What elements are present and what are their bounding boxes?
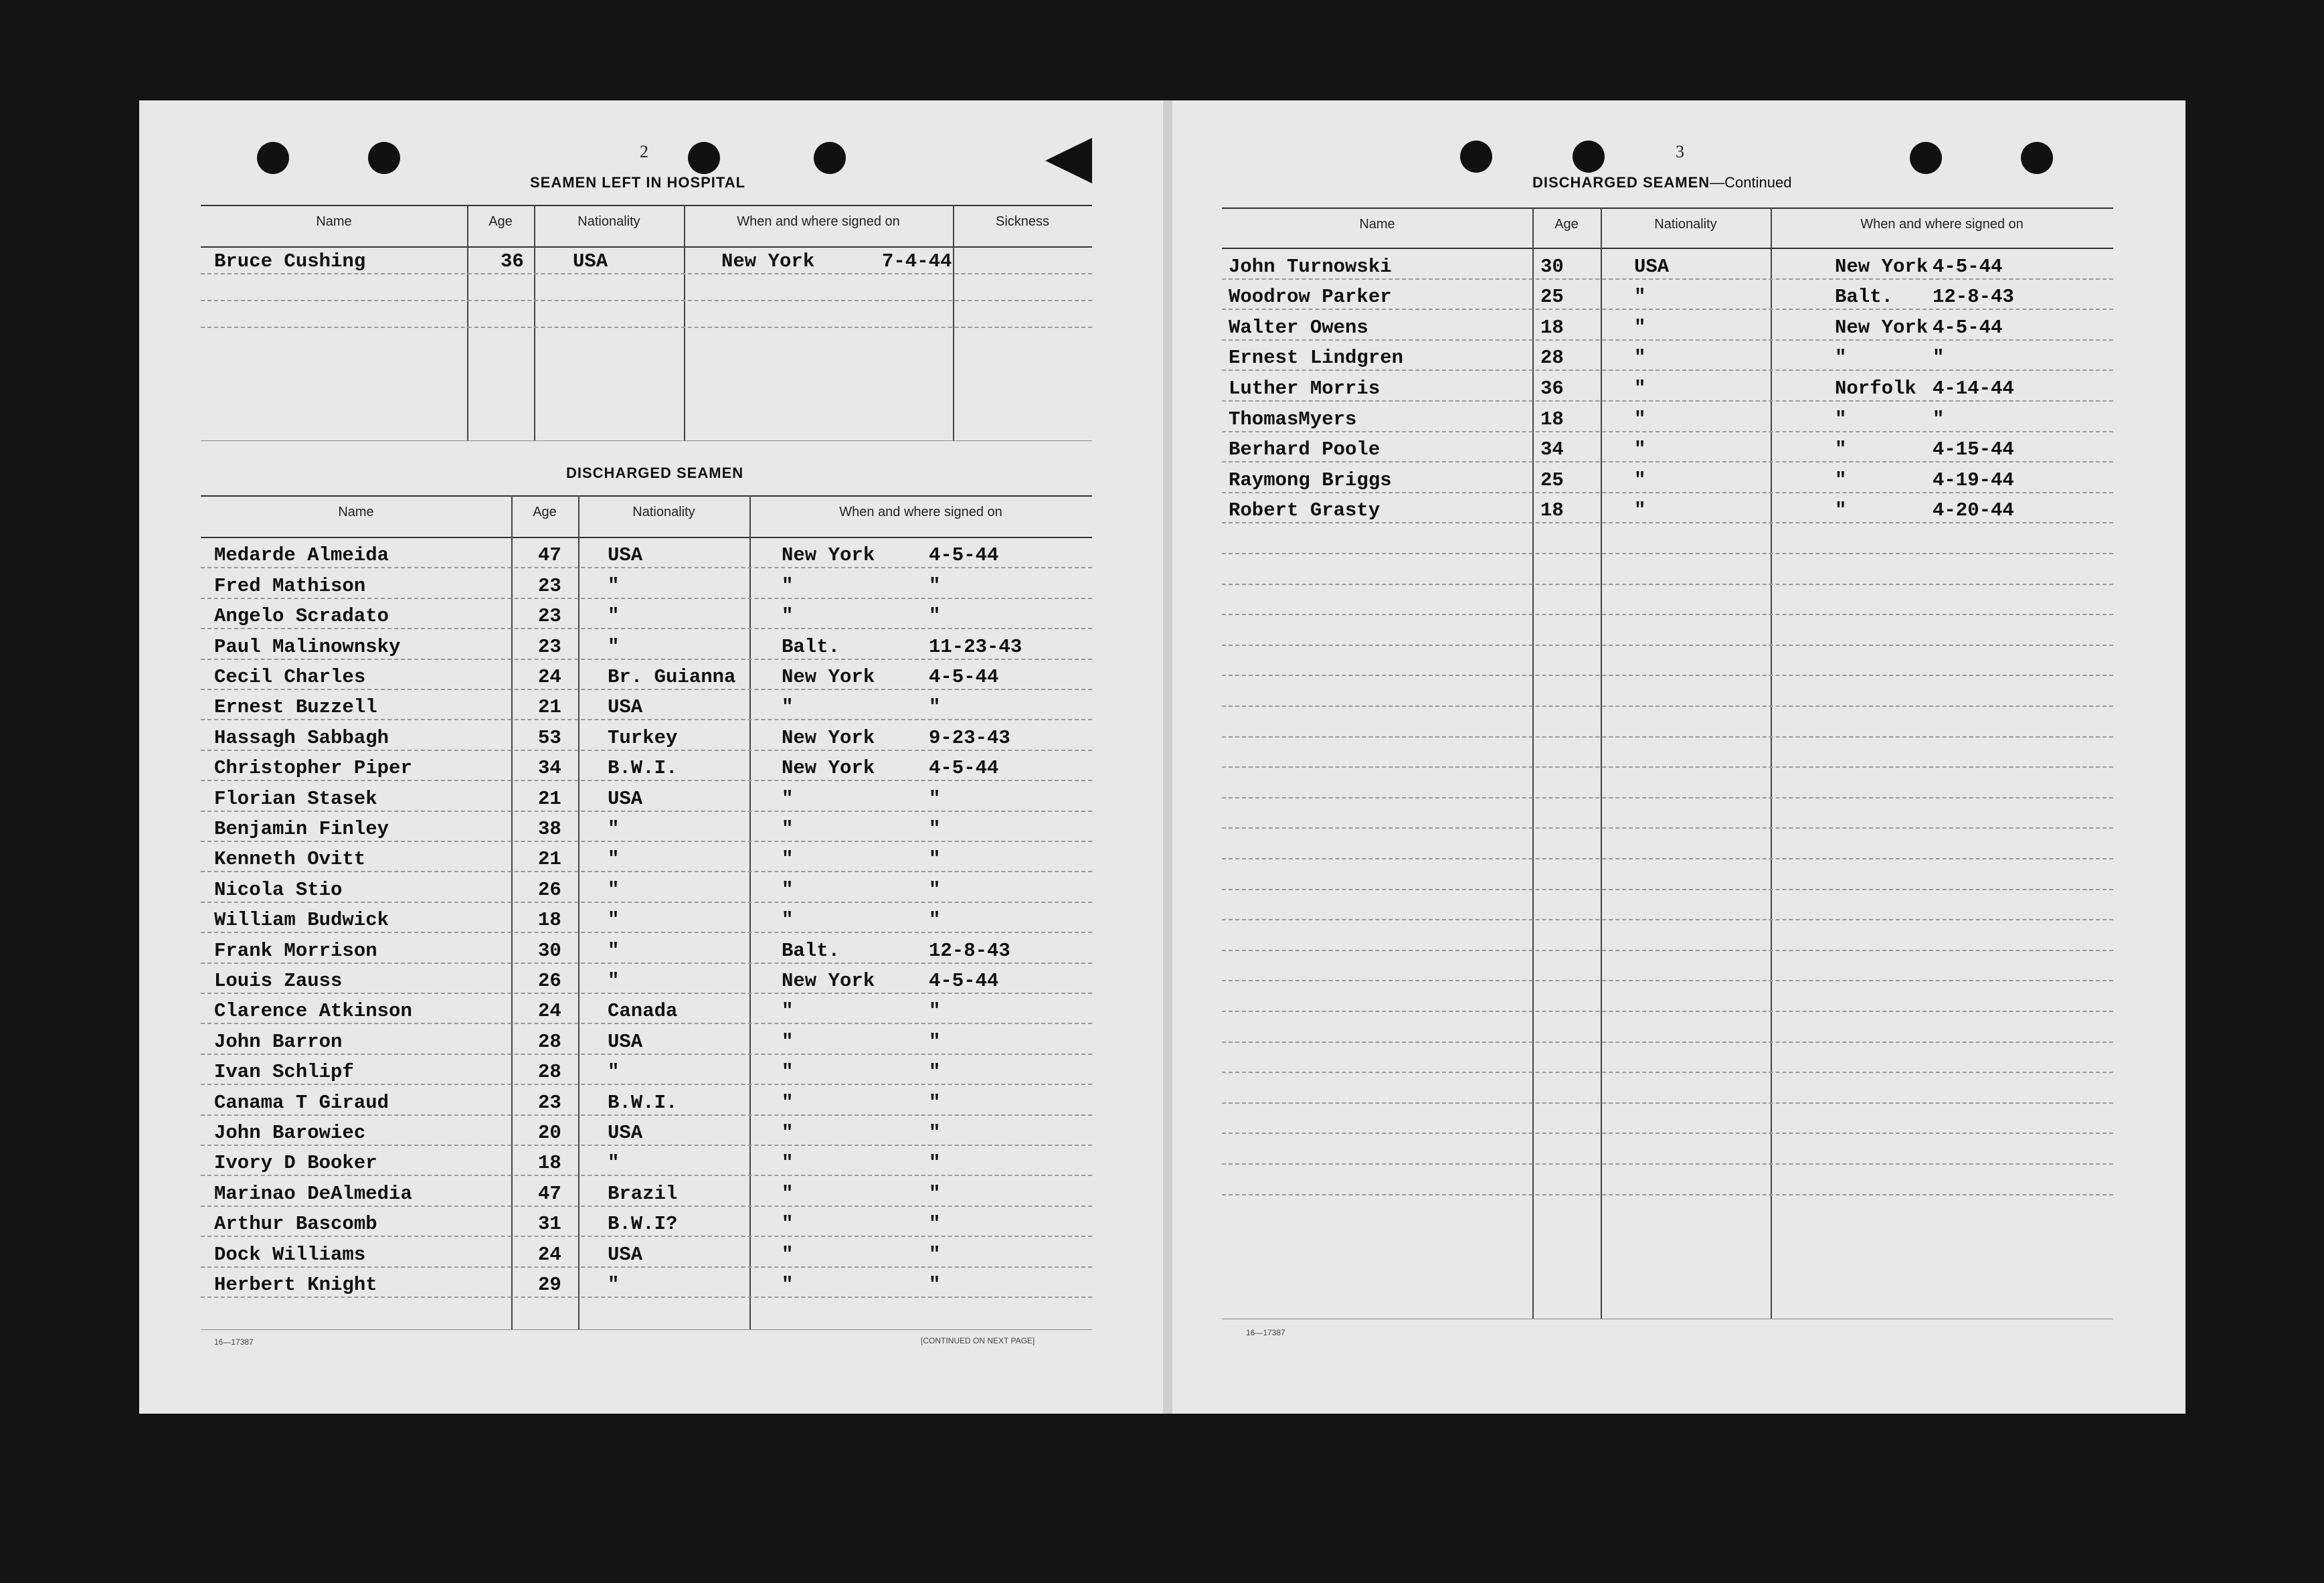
cell-date: 4-20-44 <box>1933 499 2014 522</box>
cell-name: Kenneth Ovitt <box>214 848 366 871</box>
cell-age: 29 <box>538 1274 561 1296</box>
row-rule <box>201 300 1092 301</box>
cell-place: " <box>782 1030 794 1053</box>
cell-age: 21 <box>538 696 561 719</box>
column-divider <box>1601 207 1602 1319</box>
cell-place: " <box>782 1122 794 1144</box>
row-rule <box>1222 1011 2113 1012</box>
row-rule <box>1222 431 2113 432</box>
row-rule <box>1222 889 2113 890</box>
cell-name: Marinao DeAlmedia <box>214 1182 412 1205</box>
cell-date: 4-5-44 <box>929 544 999 567</box>
header-bottom-rule <box>1222 248 2113 249</box>
cell-name: Florian Stasek <box>214 787 377 810</box>
row-rule <box>201 598 1092 599</box>
form-number: 16—17387 <box>1246 1328 1285 1337</box>
cell-name: Ernest Buzzell <box>214 696 377 719</box>
cell-nationality: " <box>608 970 620 992</box>
page-number: 3 <box>1676 142 1684 161</box>
binder-hole <box>1573 141 1605 173</box>
row-rule <box>1222 736 2113 738</box>
cell-name: Ivan Schlipf <box>214 1061 354 1084</box>
cell-nationality: Turkey <box>608 726 678 749</box>
row-rule <box>201 963 1092 964</box>
form-number: 16—17387 <box>214 1337 254 1347</box>
column-divider <box>467 205 468 440</box>
cell-name: Berhard Poole <box>1229 438 1380 461</box>
cell-name: Paul Malinownsky <box>214 635 401 658</box>
row-rule <box>1222 919 2113 920</box>
row-rule <box>1222 1102 2113 1104</box>
cell-age: 53 <box>538 726 561 749</box>
row-rule <box>1222 369 2113 371</box>
cell-date: " <box>929 1274 941 1296</box>
cell-date: " <box>929 1152 941 1175</box>
cell-age: 21 <box>538 848 561 871</box>
cell-name: Cecil Charles <box>214 666 366 688</box>
cell-date: " <box>1933 347 1945 369</box>
cell-name: Robert Grasty <box>1229 499 1380 522</box>
binder-hole <box>257 142 289 174</box>
cell-nationality: USA <box>608 1243 643 1266</box>
column-divider <box>578 495 579 1329</box>
cell-age: 30 <box>1540 255 1564 278</box>
cell-place: " <box>782 787 794 810</box>
cell-date: 4-5-44 <box>1933 316 2003 339</box>
cell-name: Walter Owens <box>1229 316 1368 339</box>
cell-nationality: " <box>608 574 620 597</box>
cell-age: 47 <box>538 1182 561 1205</box>
cell-age: 18 <box>1540 408 1564 430</box>
row-rule <box>201 1084 1092 1085</box>
cell-age: 20 <box>538 1122 561 1144</box>
row-rule <box>201 1054 1092 1055</box>
cell-age: 26 <box>538 970 561 992</box>
cell-name: Nicola Stio <box>214 878 343 901</box>
cell-place: " <box>782 878 794 901</box>
cell-place: " <box>782 1061 794 1084</box>
cell-nationality: B.W.I. <box>608 757 678 780</box>
cell-name: ThomasMyers <box>1229 408 1357 430</box>
discharged-section-title: DISCHARGED SEAMEN <box>566 465 744 481</box>
cell-place: Balt. <box>782 939 840 962</box>
row-rule <box>201 1023 1092 1024</box>
cell-date: 11-23-43 <box>929 635 1022 658</box>
table-bottom-rule <box>201 1329 1092 1330</box>
column-header: When and where signed on <box>839 505 1002 519</box>
cell-name: John Barron <box>214 1030 343 1053</box>
table-top-rule <box>201 205 1092 206</box>
cell-nationality: " <box>1634 347 1646 369</box>
cell-age: 24 <box>538 1000 561 1023</box>
cell-date: " <box>929 848 941 871</box>
cell-place: New York <box>1835 316 1929 339</box>
cell-name: Hassagh Sabbagh <box>214 726 389 749</box>
row-rule <box>201 1145 1092 1146</box>
cell-date: " <box>929 1000 941 1023</box>
cell-age: 23 <box>538 605 561 628</box>
cell-age: 18 <box>538 909 561 932</box>
cell-nationality: USA <box>608 787 643 810</box>
cell-age: 21 <box>538 787 561 810</box>
cell-place: Norfolk <box>1835 378 1916 400</box>
cell-nationality: " <box>608 1152 620 1175</box>
column-header: Name <box>338 505 374 519</box>
row-rule <box>201 932 1092 933</box>
cell-place: Balt. <box>782 635 840 658</box>
cell-age: 24 <box>538 1243 561 1266</box>
cell-nationality: " <box>1634 378 1646 400</box>
table-top-rule <box>1222 207 2113 209</box>
cell-date: " <box>929 1061 941 1084</box>
continued-note: [CONTINUED ON NEXT PAGE] <box>921 1336 1035 1345</box>
row-rule <box>1222 980 2113 981</box>
cell-nationality: " <box>608 605 620 628</box>
row-rule <box>1222 400 2113 402</box>
cell-date: 12-8-43 <box>1933 286 2014 309</box>
column-header: Name <box>316 214 352 229</box>
cell-name: Canama T Giraud <box>214 1091 389 1114</box>
cell-name: Woodrow Parker <box>1229 286 1392 309</box>
row-rule <box>201 273 1092 274</box>
cell-name: Arthur Bascomb <box>214 1213 377 1236</box>
row-rule <box>201 1175 1092 1176</box>
header-bottom-rule <box>201 246 1092 248</box>
cell-name: Medarde Almeida <box>214 544 389 567</box>
cell-name: Ivory D Booker <box>214 1152 377 1175</box>
row-rule <box>201 719 1092 720</box>
column-header: Age <box>533 505 557 519</box>
cell-date: " <box>929 605 941 628</box>
cell-age: 26 <box>538 878 561 901</box>
row-rule <box>201 993 1092 994</box>
cell-place: " <box>782 1000 794 1023</box>
cell-place: " <box>1835 408 1847 430</box>
cell-place: New York <box>782 970 875 992</box>
row-rule <box>201 567 1092 568</box>
cell-place: " <box>782 1274 794 1296</box>
binder-hole <box>368 142 400 174</box>
column-header: Nationality <box>577 214 640 229</box>
cell-age: 36 <box>501 250 524 272</box>
row-rule <box>201 871 1092 872</box>
cell-place: " <box>782 1243 794 1266</box>
cell-nationality: USA <box>608 1122 643 1144</box>
cell-nationality: Brazil <box>608 1182 678 1205</box>
row-rule <box>1222 827 2113 829</box>
cell-date: " <box>1933 408 1945 430</box>
cell-nationality: USA <box>1634 255 1670 278</box>
book-spine <box>1163 100 1172 1414</box>
title-suffix: —Continued <box>1710 174 1792 191</box>
cell-age: 23 <box>538 574 561 597</box>
cell-age: 25 <box>1540 286 1564 309</box>
cell-nationality: " <box>1634 469 1646 491</box>
cell-date: 4-15-44 <box>1933 438 2014 461</box>
column-divider <box>1532 207 1534 1319</box>
cell-age: 31 <box>538 1213 561 1236</box>
cell-age: 34 <box>1540 438 1564 461</box>
column-header: When and where signed on <box>737 214 900 229</box>
column-header: Sickness <box>995 214 1050 229</box>
row-rule <box>201 811 1092 812</box>
cell-name: William Budwick <box>214 909 389 932</box>
row-rule <box>201 628 1092 629</box>
cell-name: Frank Morrison <box>214 939 377 962</box>
table-bottom-rule <box>201 440 1092 441</box>
cell-nationality: " <box>608 1274 620 1296</box>
cell-name: Herbert Knight <box>214 1274 377 1296</box>
cell-nationality: " <box>1634 316 1646 339</box>
cell-place: New York <box>721 250 815 272</box>
column-header: Age <box>488 214 513 229</box>
cell-age: 24 <box>538 666 561 688</box>
cell-place: " <box>1835 469 1847 491</box>
cell-name: Raymong Briggs <box>1229 469 1392 491</box>
column-divider <box>534 205 535 440</box>
cell-nationality: " <box>608 909 620 932</box>
cell-nationality: USA <box>608 544 643 567</box>
cell-date: " <box>929 818 941 840</box>
column-header: Nationality <box>632 505 695 519</box>
column-header: Age <box>1554 217 1579 232</box>
row-rule <box>201 1205 1092 1207</box>
header-bottom-rule <box>201 537 1092 538</box>
row-rule <box>1222 553 2113 554</box>
column-divider <box>953 205 954 440</box>
cell-place: " <box>1835 499 1847 522</box>
title-main: DISCHARGED SEAMEN <box>1532 174 1710 191</box>
row-rule <box>201 780 1092 781</box>
row-rule <box>201 1236 1092 1237</box>
cell-nationality: " <box>608 635 620 658</box>
row-rule <box>201 689 1092 690</box>
page-number: 2 <box>640 142 648 161</box>
row-rule <box>1222 766 2113 768</box>
cell-nationality: USA <box>608 1030 643 1053</box>
cell-name: Angelo Scradato <box>214 605 389 628</box>
row-rule <box>1222 492 2113 493</box>
cell-place: " <box>782 1091 794 1114</box>
cell-age: 30 <box>538 939 561 962</box>
cell-name: Fred Mathison <box>214 574 366 597</box>
column-divider <box>511 495 513 1329</box>
column-divider <box>684 205 685 440</box>
binder-hole <box>814 142 846 174</box>
left-page <box>139 100 1163 1414</box>
cell-place: " <box>782 848 794 871</box>
cell-nationality: " <box>1634 286 1646 309</box>
row-rule <box>1222 675 2113 676</box>
right-page <box>1172 100 2185 1414</box>
cell-nationality: " <box>1634 438 1646 461</box>
cell-date: 7-4-44 <box>882 250 952 272</box>
cell-date: 4-5-44 <box>929 666 999 688</box>
cell-date: 4-5-44 <box>1933 255 2003 278</box>
row-rule <box>1222 309 2113 310</box>
cell-date: " <box>929 1213 941 1236</box>
binder-hole <box>1460 141 1492 173</box>
tab-marker-icon <box>1045 138 1092 183</box>
row-rule <box>201 327 1092 328</box>
cell-place: " <box>782 574 794 597</box>
cell-nationality: " <box>608 1061 620 1084</box>
cell-date: " <box>929 1030 941 1053</box>
cell-age: 28 <box>538 1061 561 1084</box>
row-rule <box>1222 1042 2113 1043</box>
cell-age: 47 <box>538 544 561 567</box>
cell-age: 23 <box>538 635 561 658</box>
cell-date: " <box>929 1091 941 1114</box>
row-rule <box>1222 950 2113 951</box>
cell-nationality: USA <box>608 696 643 719</box>
cell-date: " <box>929 878 941 901</box>
cell-place: " <box>1835 347 1847 369</box>
cell-date: 4-5-44 <box>929 970 999 992</box>
cell-nationality: USA <box>573 250 608 272</box>
cell-age: 18 <box>1540 499 1564 522</box>
cell-name: Ernest Lindgren <box>1229 347 1404 369</box>
cell-name: Clarence Atkinson <box>214 1000 412 1023</box>
cell-age: 38 <box>538 818 561 840</box>
cell-name: Bruce Cushing <box>214 250 366 272</box>
row-rule <box>1222 614 2113 615</box>
cell-date: 4-5-44 <box>929 757 999 780</box>
cell-nationality: Canada <box>608 1000 678 1023</box>
cell-nationality: Br. Guianna <box>608 666 736 688</box>
row-rule <box>1222 461 2113 463</box>
column-header: When and where signed on <box>1860 217 2024 232</box>
cell-place: " <box>782 909 794 932</box>
cell-date: 4-14-44 <box>1933 378 2014 400</box>
row-rule <box>1222 705 2113 707</box>
cell-place: " <box>782 1213 794 1236</box>
row-rule <box>1222 797 2113 799</box>
cell-date: " <box>929 909 941 932</box>
cell-date: 9-23-43 <box>929 726 1010 749</box>
cell-name: Benjamin Finley <box>214 818 389 840</box>
binder-hole <box>1910 142 1942 174</box>
cell-nationality: B.W.I. <box>608 1091 678 1114</box>
cell-date: 4-19-44 <box>1933 469 2014 491</box>
cell-age: 18 <box>1540 316 1564 339</box>
cell-date: " <box>929 1122 941 1144</box>
row-rule <box>1222 858 2113 859</box>
table-top-rule <box>201 495 1092 497</box>
cell-place: " <box>782 696 794 719</box>
cell-place: " <box>1835 438 1847 461</box>
cell-place: Balt. <box>1835 286 1894 309</box>
cell-age: 28 <box>538 1030 561 1053</box>
cell-name: John Turnowski <box>1229 255 1392 278</box>
cell-date: " <box>929 1182 941 1205</box>
cell-date: " <box>929 574 941 597</box>
binder-hole <box>688 142 720 174</box>
row-rule <box>1222 1072 2113 1073</box>
cell-nationality: " <box>608 848 620 871</box>
cell-place: " <box>782 605 794 628</box>
cell-nationality: " <box>608 818 620 840</box>
cell-date: " <box>929 696 941 719</box>
row-rule <box>1222 1133 2113 1134</box>
cell-nationality: " <box>1634 499 1646 522</box>
cell-age: 18 <box>538 1152 561 1175</box>
row-rule <box>201 750 1092 751</box>
cell-nationality: " <box>608 939 620 962</box>
cell-name: Luther Morris <box>1229 378 1380 400</box>
cell-age: 36 <box>1540 378 1564 400</box>
hospital-section-title: SEAMEN LEFT IN HOSPITAL <box>530 174 746 191</box>
cell-age: 23 <box>538 1091 561 1114</box>
column-header: Nationality <box>1654 217 1717 232</box>
cell-age: 28 <box>1540 347 1564 369</box>
cell-date: " <box>929 1243 941 1266</box>
cell-place: New York <box>782 757 875 780</box>
cell-nationality: B.W.I? <box>608 1213 678 1236</box>
cell-name: Christopher Piper <box>214 757 412 780</box>
row-rule <box>1222 584 2113 585</box>
row-rule <box>201 659 1092 660</box>
row-rule <box>201 1266 1092 1268</box>
cell-nationality: " <box>1634 408 1646 430</box>
cell-place: " <box>782 1182 794 1205</box>
cell-age: 34 <box>538 757 561 780</box>
cell-place: New York <box>782 666 875 688</box>
row-rule <box>201 1114 1092 1116</box>
column-divider <box>1771 207 1772 1319</box>
row-rule <box>1222 522 2113 523</box>
row-rule <box>1222 1194 2113 1195</box>
row-rule <box>201 902 1092 903</box>
row-rule <box>1222 278 2113 280</box>
cell-name: John Barowiec <box>214 1122 366 1144</box>
column-header: Name <box>1359 217 1395 232</box>
cell-name: Louis Zauss <box>214 970 343 992</box>
row-rule <box>201 841 1092 842</box>
cell-place: New York <box>782 544 875 567</box>
row-rule <box>201 1297 1092 1298</box>
cell-place: " <box>782 818 794 840</box>
cell-date: 12-8-43 <box>929 939 1010 962</box>
cell-date: " <box>929 787 941 810</box>
row-rule <box>1222 645 2113 646</box>
cell-place: New York <box>1835 255 1929 278</box>
row-rule <box>1222 1163 2113 1165</box>
continued-section-title <box>1532 174 1791 191</box>
cell-age: 25 <box>1540 469 1564 491</box>
cell-name: Dock Williams <box>214 1243 366 1266</box>
cell-place: " <box>782 1152 794 1175</box>
row-rule <box>1222 339 2113 341</box>
cell-place: New York <box>782 726 875 749</box>
column-divider <box>749 495 751 1329</box>
cell-nationality: " <box>608 878 620 901</box>
binder-hole <box>2021 142 2053 174</box>
